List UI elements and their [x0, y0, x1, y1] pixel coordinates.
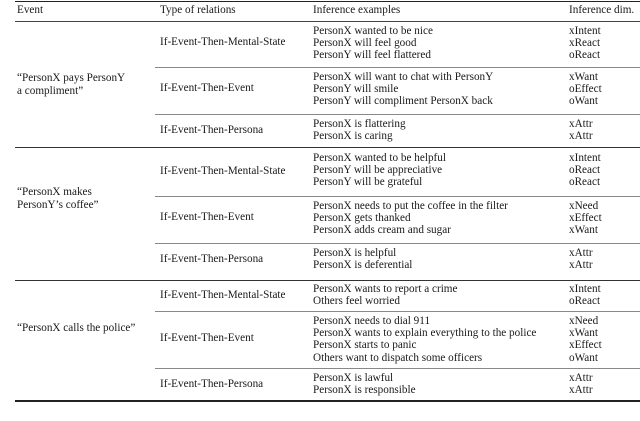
table-top-rule: [15, 1, 640, 2]
header-inference-examples: Inference examples: [313, 4, 401, 16]
inference-examples: [313, 315, 536, 364]
dim-row: oWant: [569, 351, 598, 364]
inference-dims: [569, 315, 602, 364]
inference-dims: [569, 247, 593, 271]
example-row: PersonX is helpful: [313, 247, 397, 259]
event-cell: [17, 322, 167, 335]
inference-dims: [569, 71, 602, 108]
example-row: PersonX is lawful: [313, 372, 394, 384]
header-inference-dim: Inference dim.: [569, 4, 635, 16]
event-text-line: PersonY’s coffee”: [17, 199, 99, 211]
example-row: PersonX adds cream and sugar: [313, 224, 451, 237]
dim-row: oEffect: [569, 83, 602, 96]
header-event: Event: [17, 4, 44, 16]
relation-divider: [155, 243, 640, 244]
dim-row: xReact: [569, 37, 601, 50]
dim-row: oReact: [569, 49, 601, 62]
event-cell: [17, 186, 157, 212]
relation-block: [155, 68, 640, 110]
relation-block: [155, 312, 640, 367]
table-bottom-rule: [15, 400, 640, 402]
relation-type: If-Event-Then-Persona: [160, 378, 264, 390]
event-text-line: “PersonX makes: [17, 186, 92, 198]
dim-row: xAttr: [569, 384, 593, 397]
example-row: PersonX will want to chat with PersonY: [313, 71, 494, 83]
inference-dims: [569, 152, 601, 189]
relation-block: [155, 22, 640, 64]
event-text-line: a compliment”: [17, 85, 84, 97]
relation-divider: [155, 368, 640, 369]
inference-dims: [569, 200, 602, 237]
dim-row: xEffect: [569, 339, 602, 352]
event-group: [15, 282, 640, 400]
dim-row: xEffect: [569, 212, 602, 225]
dim-row: xIntent: [569, 152, 601, 164]
relation-block: [155, 282, 640, 312]
example-row: PersonX is caring: [313, 130, 393, 143]
inference-examples: [313, 118, 406, 142]
inference-dims: [569, 118, 593, 142]
inference-examples: [313, 25, 433, 62]
example-row: PersonX will feel good: [313, 37, 417, 50]
relation-type: If-Event-Then-Event: [160, 211, 254, 223]
example-row: PersonX is responsible: [313, 384, 416, 397]
relation-block: [155, 369, 640, 399]
example-row: Others want to dispatch some officers: [313, 351, 483, 364]
dim-row: xWant: [569, 327, 598, 340]
relation-block: [155, 197, 640, 239]
header-relation-type: Type of relations: [160, 4, 236, 16]
dim-row: xWant: [569, 71, 598, 83]
relation-type: If-Event-Then-Mental-State: [160, 289, 286, 301]
example-row: Others feel worried: [313, 295, 400, 308]
example-row: PersonX wanted to be helpful: [313, 152, 446, 164]
example-row: PersonX needs to dial 911: [313, 315, 431, 327]
relation-block: [155, 115, 640, 147]
dim-row: oReact: [569, 176, 601, 189]
inference-examples: [313, 152, 446, 189]
example-row: PersonY will be appreciative: [313, 164, 443, 177]
dim-row: oWant: [569, 95, 598, 108]
inference-examples: [313, 283, 457, 307]
dim-row: oReact: [569, 295, 601, 308]
inference-dims: [569, 283, 601, 307]
example-row: PersonX starts to panic: [313, 339, 417, 352]
dim-row: xNeed: [569, 200, 599, 212]
example-row: PersonX needs to put the coffee in the filter: [313, 200, 508, 212]
relation-type: If-Event-Then-Mental-State: [160, 36, 286, 48]
relation-block: [155, 244, 640, 276]
relation-divider: [155, 114, 640, 115]
dim-row: xWant: [569, 224, 598, 237]
dim-row: xIntent: [569, 283, 601, 295]
dim-row: xAttr: [569, 130, 593, 143]
example-row: PersonY will smile: [313, 83, 399, 96]
event-group: [15, 149, 640, 280]
event-text-line: “PersonX pays PersonY: [17, 72, 126, 84]
event-group: [15, 22, 640, 147]
example-row: PersonY will compliment PersonX back: [313, 95, 493, 108]
dim-row: xAttr: [569, 259, 593, 272]
inference-dims: [569, 372, 593, 396]
dim-row: oReact: [569, 164, 601, 177]
relation-block: [155, 149, 640, 191]
example-row: PersonX wants to explain everything to the police: [313, 327, 537, 340]
relation-type: If-Event-Then-Persona: [160, 124, 264, 136]
relation-type: If-Event-Then-Mental-State: [160, 165, 286, 177]
example-row: PersonX is deferential: [313, 259, 413, 272]
inference-examples: [313, 372, 416, 396]
example-row: PersonX wanted to be nice: [313, 25, 433, 37]
inference-dims: [569, 25, 601, 62]
example-row: PersonY will feel flattered: [313, 49, 431, 62]
relation-type: If-Event-Then-Event: [160, 332, 254, 344]
dim-row: xAttr: [569, 247, 593, 259]
relation-type: If-Event-Then-Event: [160, 82, 254, 94]
event-cell: [17, 72, 157, 98]
dim-row: xAttr: [569, 372, 593, 384]
inference-examples: [313, 71, 493, 108]
example-row: PersonX is flattering: [313, 118, 406, 130]
example-row: PersonX wants to report a crime: [313, 283, 458, 295]
example-row: PersonX gets thanked: [313, 212, 411, 225]
example-row: PersonY will be grateful: [313, 176, 423, 189]
dim-row: xAttr: [569, 118, 593, 130]
relation-type: If-Event-Then-Persona: [160, 253, 264, 265]
dim-row: xIntent: [569, 25, 601, 37]
relation-divider: [155, 67, 640, 68]
inference-examples: [313, 247, 412, 271]
dim-row: xNeed: [569, 315, 599, 327]
relation-divider: [155, 311, 640, 312]
event-text-line: “PersonX calls the police”: [17, 322, 136, 334]
relation-divider: [155, 196, 640, 197]
inference-examples: [313, 200, 508, 237]
